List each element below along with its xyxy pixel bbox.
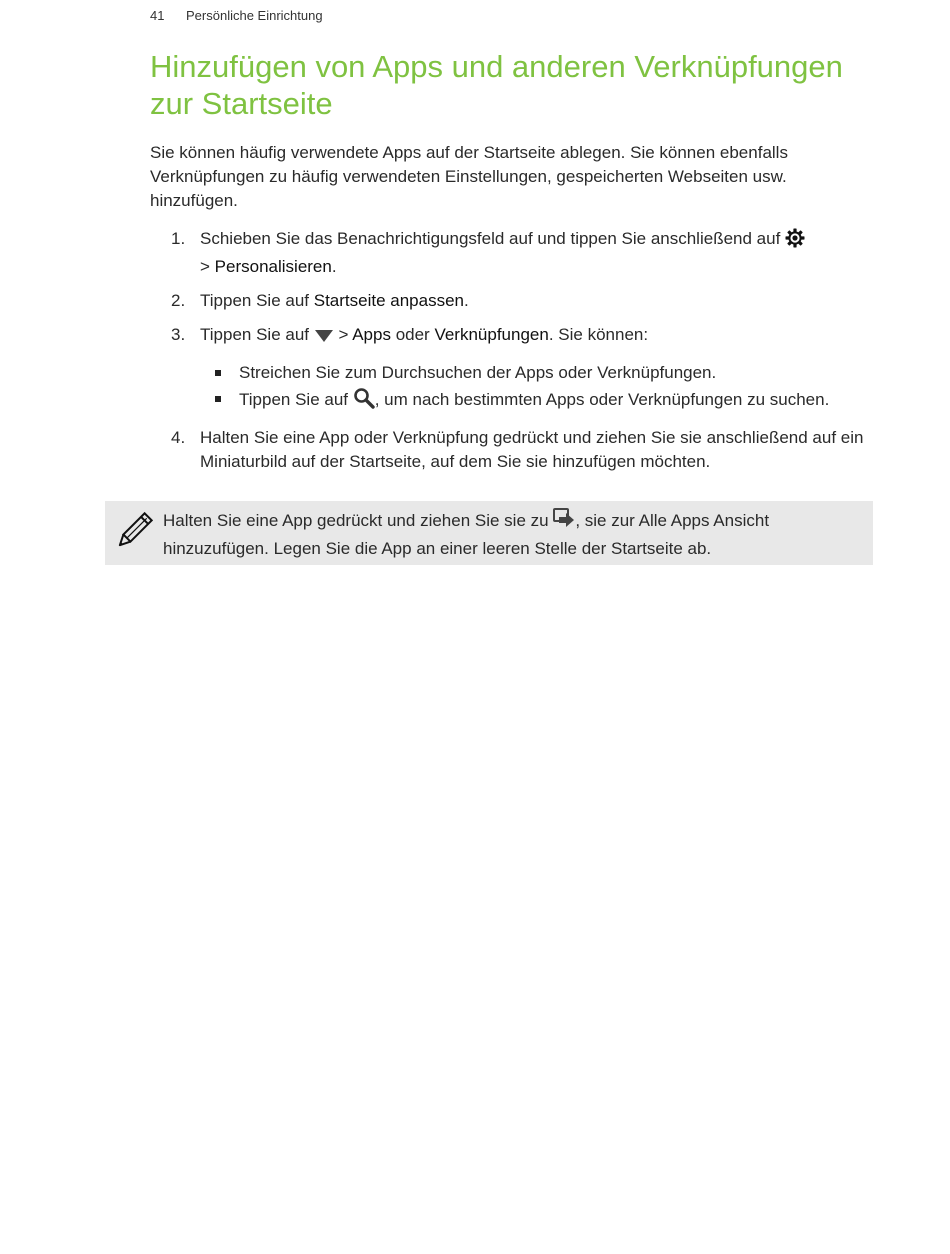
- step-number: 1.: [171, 229, 186, 248]
- apps-label: Apps: [352, 325, 391, 344]
- step-text: Tippen Sie auf: [200, 291, 309, 310]
- bullet-text-end: , um nach bestimmten Apps oder Verknüpfungen zu suchen.: [374, 390, 830, 409]
- list-item: [200, 361, 870, 385]
- step-1: [150, 227, 870, 279]
- bullet-list: [200, 361, 870, 416]
- intro-paragraph: Sie können häufig verwendete Apps auf der Startseite ablegen. Sie können ebenfalls Verknüpfungen zu häufig verwendeten Einstellungen, gespeicherten Webseiten usw. hinzufügen.: [150, 143, 788, 210]
- page-title: Hinzufügen von Apps und anderen Verknüpfungen zur Startseite: [150, 49, 843, 121]
- step-text: Schieben Sie das Benachrichtigungsfeld auf und tippen Sie anschließend auf: [200, 229, 781, 248]
- search-icon: [353, 387, 375, 416]
- add-to-apps-icon: [553, 508, 575, 537]
- note-text-start: Halten Sie eine App gedrückt und ziehen Sie sie zu: [163, 511, 549, 530]
- separator: >: [200, 257, 210, 276]
- list-item: [200, 387, 870, 416]
- bullet-text: Tippen Sie auf: [239, 390, 348, 409]
- step-text-end: .: [464, 291, 469, 310]
- step-text-mid: oder: [395, 325, 430, 344]
- page-header: [150, 8, 323, 23]
- note-text: [163, 508, 853, 561]
- page-number: 41: [150, 8, 165, 23]
- note-box: [105, 501, 873, 565]
- step-text: Halten Sie eine App oder Verknüpfung gedrückt und ziehen Sie sie anschließend auf ein Miniaturbild auf der Startseite, auf dem Sie sie hinzufügen möchten.: [200, 428, 864, 471]
- steps-list: [150, 227, 870, 474]
- separator: >: [338, 325, 349, 344]
- step-3: [150, 323, 870, 416]
- step-text-end: . Sie können:: [548, 325, 649, 344]
- step-4: [150, 426, 870, 474]
- step-number: 3.: [171, 325, 186, 344]
- note-text-end: , sie zur Alle Apps Ansicht hinzuzufügen. Legen Sie die App an einer leeren Stelle der Startseite ab.: [163, 511, 770, 558]
- section-title: Persönliche Einrichtung: [186, 8, 323, 23]
- step-number: 2.: [171, 291, 186, 310]
- personalize-label: Personalisieren: [214, 257, 332, 276]
- step-2: [150, 289, 870, 313]
- bullet-text: Streichen Sie zum Durchsuchen der Apps oder Verknüpfungen.: [239, 363, 717, 382]
- shortcuts-label: Verknüpfungen: [434, 325, 549, 344]
- pencil-icon: [115, 511, 153, 556]
- step-text-end: .: [331, 257, 337, 276]
- step-number: 4.: [171, 428, 186, 447]
- triangle-down-icon: [314, 327, 334, 351]
- gear-icon: [785, 228, 805, 255]
- step-text: Tippen Sie auf: [200, 325, 309, 344]
- customize-home-label: Startseite anpassen: [313, 291, 464, 310]
